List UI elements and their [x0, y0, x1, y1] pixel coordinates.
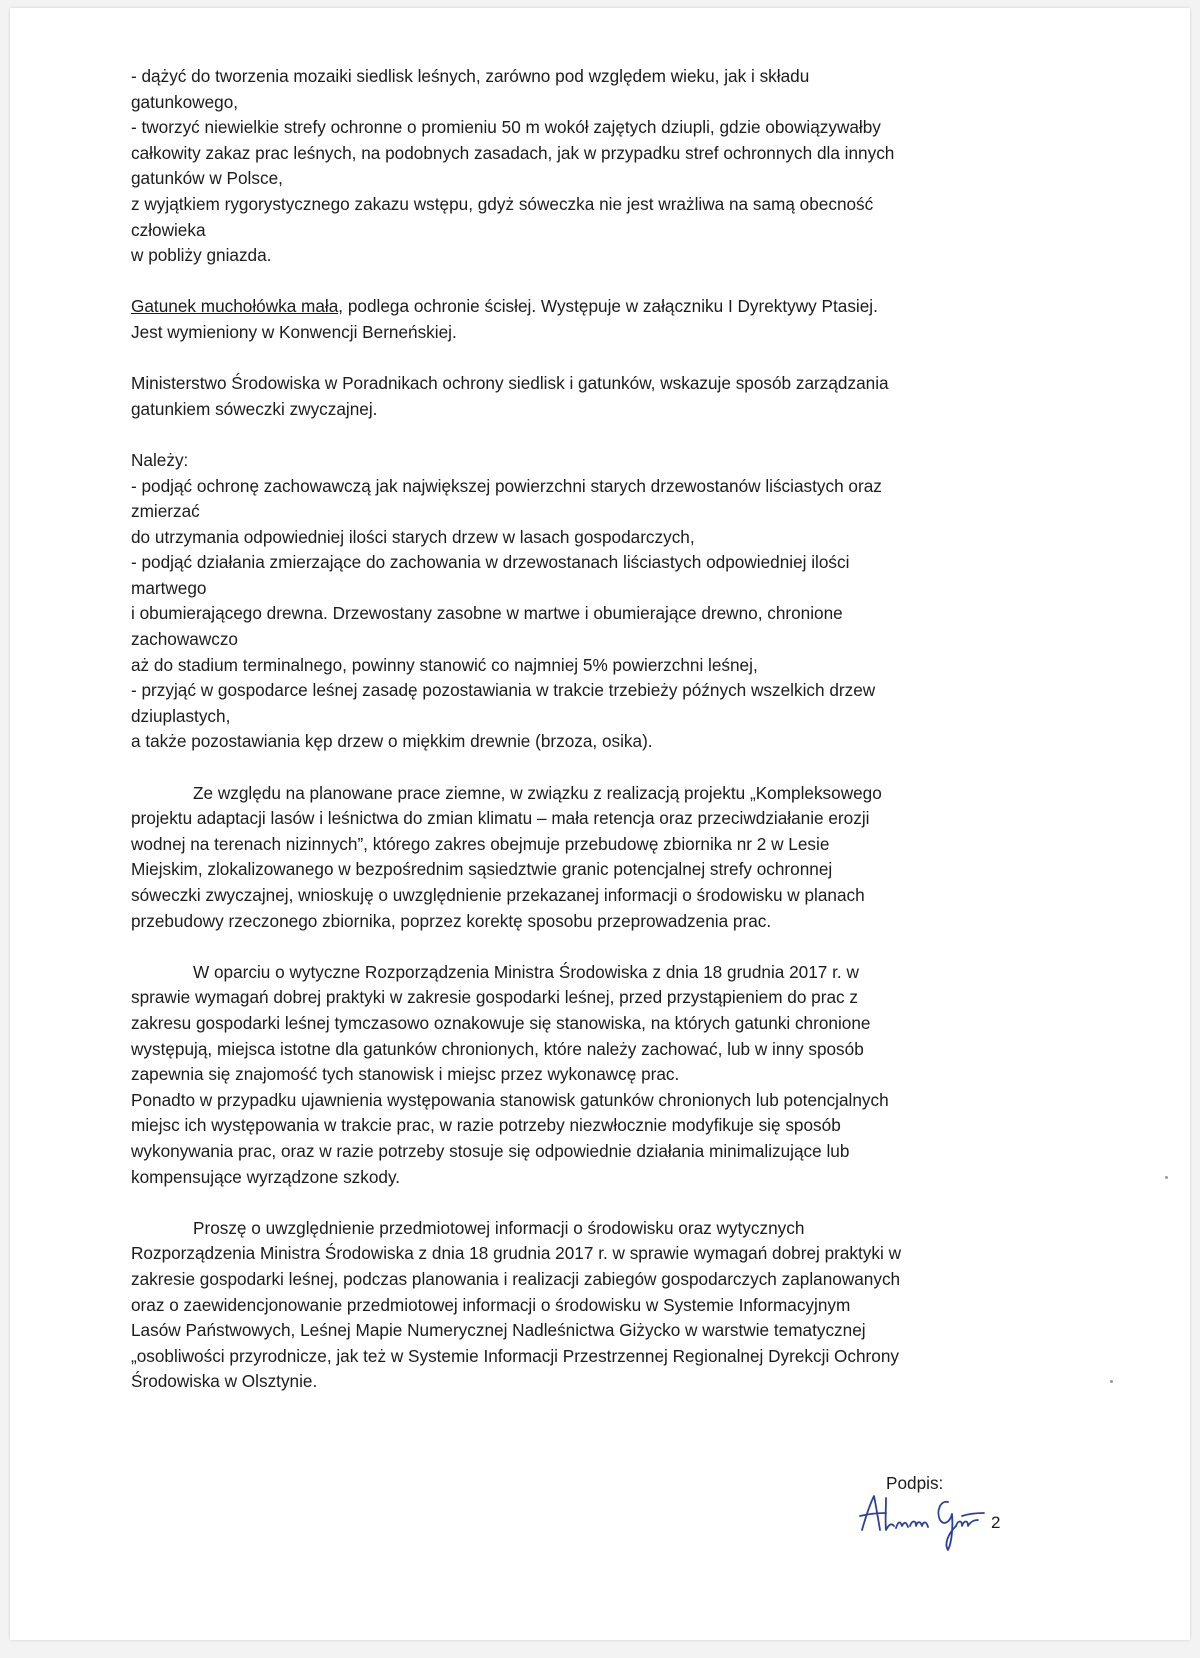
text-line: a także pozostawiania kęp drzew o miękkim drewnie (brzoza, osika). [131, 731, 653, 752]
ministry-paragraph [131, 371, 991, 422]
text-line: z wyjątkiem rygorystycznego zakazu wstępu, gdyż sóweczka nie jest wrażliwa na samą obecność [131, 193, 874, 214]
scan-speck [1110, 1380, 1113, 1383]
text-line: sóweczki zwyczajnej, wnioskuję o uwzględnienie przekazanej informacji o środowisku w planach [131, 885, 865, 905]
text-line: całkowity zakaz prac leśnych, na podobnych zasadach, jak w przypadku stref ochronnych dla innych [131, 142, 895, 163]
project-paragraph [131, 781, 991, 935]
text-line: W oparciu o wytyczne Rozporządzenia Ministra Środowiska z dnia 18 grudnia 2017 r. w [193, 961, 859, 982]
page-number: 2 [991, 1513, 1001, 1532]
text-line: do utrzymania odpowiedniej ilości starych drzew w lasach gospodarczych, [131, 526, 695, 547]
text-line: zachowawczo [131, 629, 238, 650]
text-line: zmierzać [131, 501, 200, 522]
text-line: aż do stadium terminalnego, powinny stanowić co najmniej 5% powierzchni leśnej, [131, 654, 758, 675]
text-line: gatunkowego, [131, 91, 239, 112]
text-line: Ponadto w przypadku ujawnienia występowania stanowisk gatunków chronionych lub potencjalnych [131, 1089, 889, 1110]
text-line [131, 294, 991, 320]
text-line: projektu adaptacji lasów i leśnictwa do zmian klimatu – mała retencja oraz przeciwdziałanie erozji [131, 808, 870, 829]
text-line: oraz o zaewidencjonowanie przedmiotowej informacji o środowisku w Systemie Informacyjnym [131, 1294, 851, 1315]
species-status-text: podlega ochronie ścisłej. Występuje w załączniku I Dyrektywy Ptasiej. [343, 296, 878, 317]
species-name-underlined: Gatunek muchołówka mała, [131, 296, 344, 317]
regulation-paragraph [131, 960, 991, 1190]
handwritten-signature [856, 1486, 996, 1556]
text-line: Należy: [131, 449, 189, 470]
text-line: i obumierającego drewna. Drzewostany zasobne w martwe i obumierające drewno, chronione [131, 603, 843, 624]
text-line: w pobliży gniazda. [131, 245, 272, 266]
text-line: gatunkiem sóweczki zwyczajnej. [131, 398, 378, 419]
text-line: - dążyć do tworzenia mozaiki siedlisk leśnych, zarówno pod względem wieku, jak i składu [131, 66, 810, 86]
scan-speck [1165, 1176, 1168, 1179]
text-line: przebudowy rzeczonego zbiornika, poprzez korektę sposobu przeprowadzenia prac. [131, 910, 772, 931]
text-line: sprawie wymagań dobrej praktyki w zakresie gospodarki leśnej, przed przystąpieniem do prac z [131, 987, 858, 1008]
text-line: kompensujące wyrządzone szkody. [131, 1166, 401, 1187]
text-line: gatunków w Polsce, [131, 168, 283, 189]
recommendations-list [131, 448, 991, 755]
text-line: Jest wymieniony w Konwencji Berneńskiej. [131, 321, 457, 342]
text-line: - tworzyć niewielkie strefy ochronne o promieniu 50 m wokół zajętych dziupli, gdzie obowiązywałby [131, 117, 881, 138]
text-line: człowieka [131, 219, 206, 240]
text-line: wykonywania prac, oraz w razie potrzeby stosuje się odpowiednie działania minimalizujące lub [131, 1140, 850, 1161]
habitat-list [131, 64, 991, 269]
text-line: dziuplastych, [131, 705, 231, 726]
text-line: Miejskim, zlokalizowanego w bezpośrednim sąsiedztwie granic potencjalnej strefy ochronnej [131, 859, 833, 880]
text-line: Środowiska w Olsztynie. [131, 1371, 318, 1392]
text-line: „osobliwości przyrodnicze, jak też w Systemie Informacji Przestrzennej Regionalnej Dyrekcji Ochrony [131, 1345, 899, 1366]
document-page [10, 8, 1190, 1640]
text-line: - podjąć działania zmierzające do zachowania w drzewostanach liściastych odpowiedniej ilości [131, 552, 850, 573]
text-line: Ze względu na planowane prace ziemne, w związku z realizacją projektu „Kompleksowego [193, 782, 882, 803]
document-body [131, 64, 991, 1395]
text-line: zakresu gospodarki leśnej tymczasowo oznakowuje się stanowiska, na których gatunki chronione [131, 1012, 871, 1033]
text-line: - podjąć ochronę zachowawczą jak największej powierzchni starych drzewostanów liściastych oraz [131, 475, 882, 496]
text-line: - przyjąć w gospodarce leśnej zasadę pozostawiania w trakcie trzebieży późnych wszelkich drzew [131, 680, 876, 701]
text-line: zapewnia się znajomość tych stanowisk i miejsc przez wykonawcę prac. [131, 1064, 680, 1085]
text-line: miejsc ich występowania w trakcie prac, w razie potrzeby niezwłocznie modyfikuje się sposób [131, 1115, 841, 1136]
text-line: Ministerstwo Środowiska w Poradnikach ochrony siedlisk i gatunków, wskazuje sposób zarządzania [131, 373, 889, 394]
text-line: zakresie gospodarki leśnej, podczas planowania i realizacji zabiegów gospodarczych zaplanowanych [131, 1268, 901, 1289]
text-line: wodnej na terenach nizinnych”, którego zakres obejmuje przebudowę zbiornika nr 2 w Lesie [131, 833, 830, 854]
species-paragraph [131, 294, 991, 345]
text-line: Rozporządzenia Ministra Środowiska z dnia 18 grudnia 2017 r. w sprawie wymagań dobrej praktyki w [131, 1243, 901, 1264]
text-line: Proszę o uwzględnienie przedmiotowej informacji o środowisku oraz wytycznych [193, 1217, 805, 1238]
text-line: występują, miejsca istotne dla gatunków chronionych, które należy zachować, lub w inny sposób [131, 1038, 864, 1059]
text-line: Lasów Państwowych, Leśnej Mapie Numerycznej Nadleśnictwa Giżycko w warstwie tematycznej [131, 1320, 866, 1341]
text-line: martwego [131, 577, 207, 598]
signature-label: Podpis: [886, 1473, 944, 1493]
request-paragraph [131, 1216, 991, 1395]
